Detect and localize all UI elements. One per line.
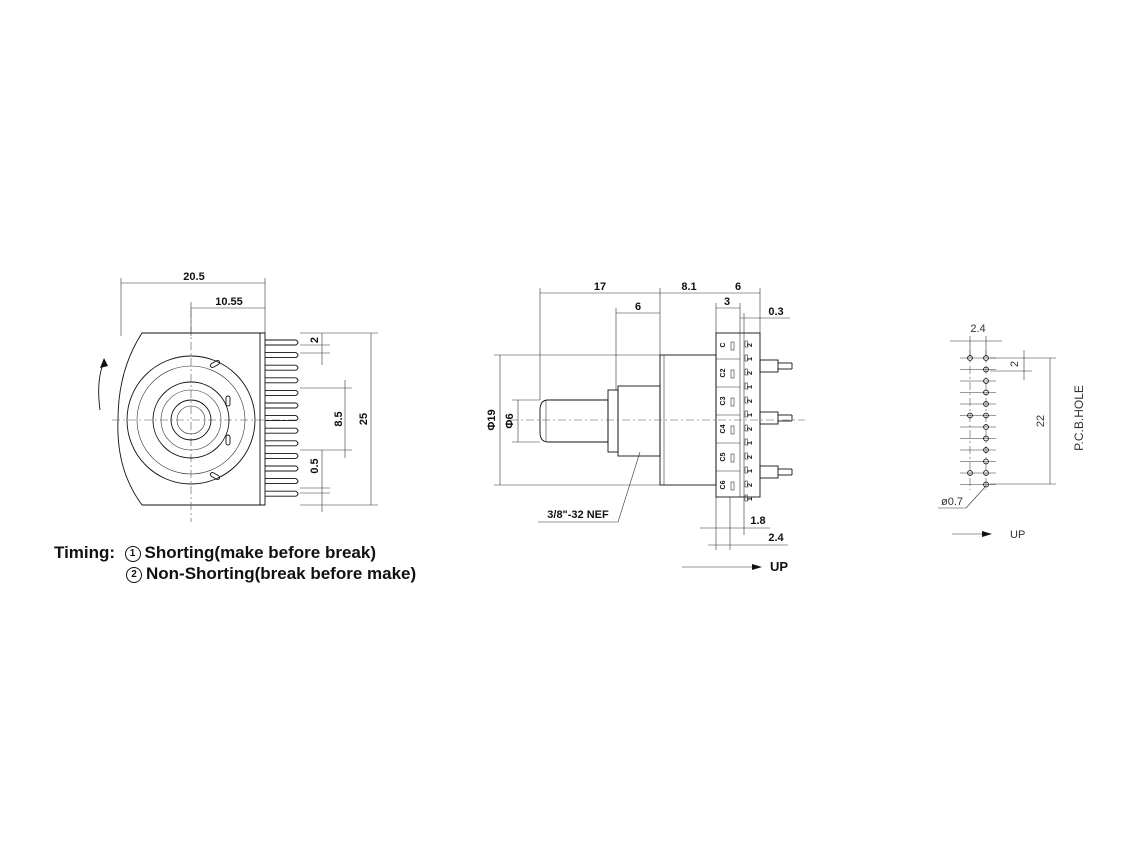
timing-item1-number: 1 [125, 546, 141, 562]
deck-pin-label: 2 [747, 399, 754, 403]
dim-dia-body: Φ19 [486, 409, 498, 431]
deck-pin-label: 2 [747, 483, 754, 487]
deck-pin-label: 1 [747, 441, 754, 445]
front-pin [265, 453, 298, 458]
dim-deck-inner: 3 [723, 296, 731, 308]
front-pin [265, 390, 298, 395]
deck-pin-label: 1 [747, 469, 754, 473]
dim-pin: 0.5 [309, 458, 321, 474]
front-pin [265, 491, 298, 496]
deck-contact [731, 426, 734, 434]
deck-pin-label: 1 [747, 413, 754, 417]
dim-width: 20.5 [183, 271, 205, 283]
dim-shaft: 17 [593, 281, 607, 293]
deck-contact [731, 482, 734, 490]
front-pin [265, 428, 298, 433]
pcb-dim-pitch-y: 2 [1009, 360, 1021, 368]
timing-item1-text: Shorting(make before break) [144, 543, 376, 562]
timing-heading: Timing: [54, 543, 116, 562]
front-pin [265, 466, 298, 471]
front-pin [265, 403, 298, 408]
thread-label: 3/8"-32 NEF [547, 509, 609, 521]
deck-label: C3 [720, 396, 727, 406]
dim-top: 2 [309, 336, 321, 344]
front-view [99, 271, 378, 522]
deck-pin-label: 2 [747, 343, 754, 347]
deck-contact [731, 370, 734, 378]
pcb-view [938, 323, 1086, 541]
front-pin [265, 340, 298, 345]
dim-pitch: 8.5 [333, 411, 345, 427]
dim-center: 10.55 [215, 296, 243, 308]
deck-pin-label: 1 [747, 385, 754, 389]
dim-gap: 0.3 [768, 306, 784, 318]
deck-label: C2 [720, 368, 727, 378]
dim-body: 8.1 [681, 281, 697, 293]
pcb-title: P.C.B.HOLE [1072, 385, 1086, 451]
pcb-dim-span: 22 [1035, 414, 1047, 428]
pcb-dim-pitch-x: 2.4 [970, 323, 986, 335]
deck-label: C [720, 342, 727, 348]
deck-label: C5 [720, 452, 727, 462]
pcb-hole-dia: ø0.7 [940, 496, 964, 508]
deck-contact [731, 454, 734, 462]
dim-deck: 6 [734, 281, 742, 293]
front-pin [265, 479, 298, 484]
deck-pin-label: 1 [747, 497, 754, 501]
timing-item2-number: 2 [126, 567, 142, 583]
deck-contact [731, 342, 734, 350]
pcb-up-label: UP [1010, 529, 1026, 541]
front-pin [265, 441, 298, 446]
deck-label: C6 [720, 480, 727, 490]
deck-pin-label: 2 [747, 455, 754, 459]
deck-contact [731, 398, 734, 406]
side-view [486, 281, 805, 574]
deck-pin-label: 1 [747, 357, 754, 361]
dim-pin-offset: 1.8 [750, 515, 766, 527]
dim-bushing: 6 [634, 301, 642, 313]
side-up-label: UP [770, 559, 789, 574]
dim-pin-pitch: 2.4 [768, 532, 784, 544]
front-pin [265, 353, 298, 358]
front-pin [265, 365, 298, 370]
front-pin [265, 378, 298, 383]
dim-height: 25 [358, 412, 370, 426]
deck-pin-label: 2 [747, 427, 754, 431]
dim-dia-shaft: Φ6 [504, 413, 516, 429]
deck-pin-label: 2 [747, 371, 754, 375]
deck-label: C4 [720, 424, 727, 434]
timing-legend [54, 542, 416, 584]
timing-item2-text: Non-Shorting(break before make) [146, 564, 417, 583]
